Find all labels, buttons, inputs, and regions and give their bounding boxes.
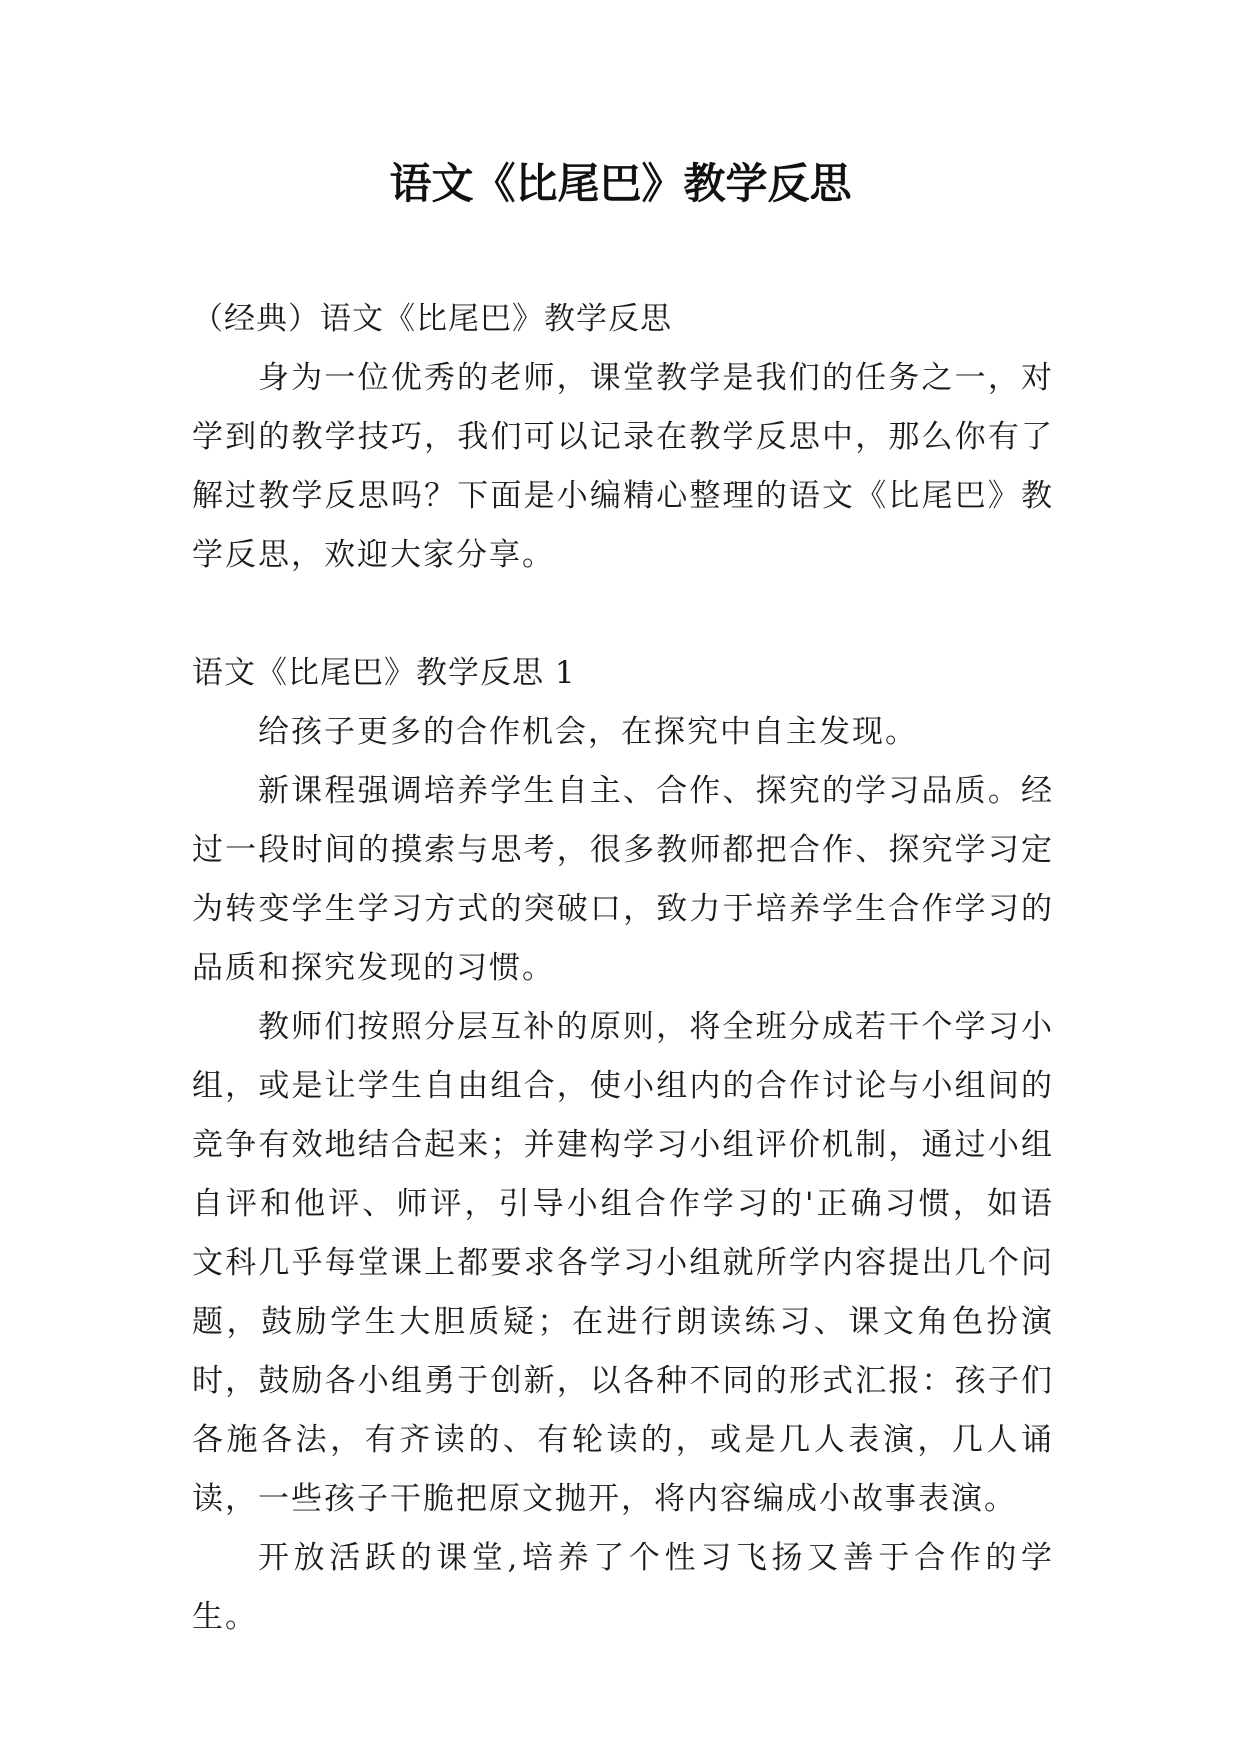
document-title: 语文《比尾巴》教学反思 bbox=[389, 159, 852, 208]
document-body bbox=[192, 290, 1054, 1647]
body-paragraph: 给孩子更多的合作机会，在探究中自主发现。 bbox=[258, 714, 918, 750]
document-subtitle: （经典）语文《比尾巴》教学反思 bbox=[192, 301, 672, 337]
body-paragraph: 新课程强调培养学生自主、合作、探究的学习品质。经过一段时间的摸索与思考，很多教师都把合作、探究学习定为转变学生学习方式的突破口，致力于培养学生合作学习的品质和探究发现的习惯。 bbox=[192, 773, 1054, 986]
section-heading: 语文《比尾巴》教学反思 1 bbox=[192, 655, 576, 691]
intro-paragraph: 身为一位优秀的老师，课堂教学是我们的任务之一，对学到的教学技巧，我们可以记录在教学反思中，那么你有了解过教学反思吗？下面是小编精心整理的语文《比尾巴》教学反思，欢迎大家分享。 bbox=[192, 360, 1054, 573]
body-paragraph: 教师们按照分层互补的原则，将全班分成若干个学习小组，或是让学生自由组合，使小组内的合作讨论与小组间的竞争有效地结合起来；并建构学习小组评价机制，通过小组自评和他评、师评，引导小组合作学习的'正确习惯，如语文科几乎每堂课上都要求各学习小组就所学内容提出几个问题，鼓励学生大胆质疑；在进行朗读练习、课文角色扮演时，鼓励各小组勇于创新，以各种不同的形式汇报：孩子们各施各法，有齐读的、有轮读的，或是几人表演，几人诵读，一些孩子干脆把原文抛开，将内容编成小故事表演。 bbox=[192, 1009, 1054, 1517]
body-paragraph: 开放活跃的课堂,培养了个性习飞扬又善于合作的学生。 bbox=[192, 1540, 1054, 1635]
